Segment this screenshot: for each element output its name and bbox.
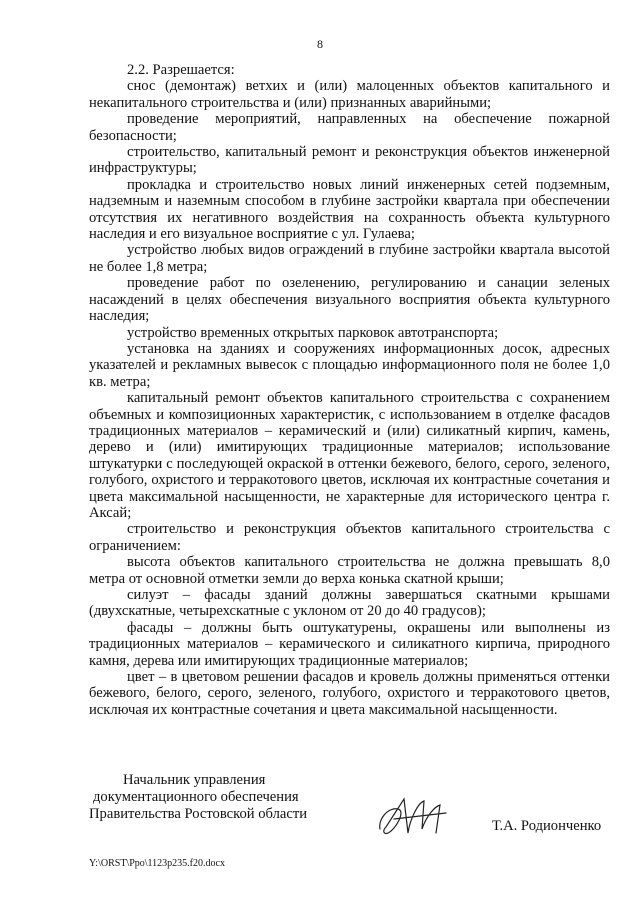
paragraph: прокладка и строительство новых линий инженерных сетей подземным, надземным и наземным способом в глубине застройки квартала при обеспечении отсутствия их негативного воздействия на сохранность объекта культурного наследия и его визуальное восприятие с ул. Гулаева; <box>89 176 610 243</box>
paragraph: снос (демонтаж) ветхих и (или) малоценных объектов капитального и некапитального строительства и (или) признанных аварийными; <box>89 78 610 111</box>
paragraph: фасады – должны быть оштукатурены, окрашены или выполнены из традиционных материалов – керамического и силикатного кирпича, природного камня, дерева или имитирующих традиционные материалов; <box>89 619 610 669</box>
document-body <box>89 62 610 718</box>
paragraph: строительство и реконструкция объектов капитального строительства с ограничением: <box>89 521 610 554</box>
paragraph: устройство любых видов ограждений в глубине застройки квартала высотой не более 1,8 метра; <box>89 242 610 275</box>
paragraph: силуэт – фасады зданий должны завершаться скатными крышами (двухскатные, четырехскатные с уклоном от 20 до 40 градусов); <box>89 587 610 620</box>
paragraph: строительство, капитальный ремонт и реконструкция объектов инженерной инфраструктуры; <box>89 144 610 177</box>
page-number: 8 <box>317 37 323 51</box>
paragraph: устройство временных открытых парковок автотранспорта; <box>127 324 499 341</box>
file-path: Y:\ORST\Ppo\1123p235.f20.docx <box>89 858 225 869</box>
signatory-name: Т.А. Родионченко <box>492 818 602 834</box>
signatory-position <box>89 772 307 823</box>
paragraph: установка на зданиях и сооружениях информационных досок, адресных указателей и рекламных вывесок с площадью информационного поля не более 1,0 кв. метра; <box>89 340 610 390</box>
paragraph: высота объектов капитального строительства не должна превышать 8,0 метра от основной отметки земли до верха конька скатной крыши; <box>89 554 610 587</box>
paragraph: проведение мероприятий, направленных на обеспечение пожарной безопасности; <box>89 111 610 144</box>
position-line: документационного обеспечения <box>93 789 299 805</box>
paragraph: цвет – в цветовом решении фасадов и кровель должны применяться оттенки бежевого, белого, серого, зеленого, голубого, охристого и терракотового цветов, исключая их контрастные сочетания и цвета максимальной насыщенности. <box>89 669 610 718</box>
paragraph: капитальный ремонт объектов капитального строительства с сохранением объемных и композиционных характеристик, с использованием в отделке фасадов традиционных материалов – керамический и (или) силикатный кирпич, камень, дерево и (или) имитирующих традиционные материалов; использование штукатурки с последующей окраской в оттенки бежевого, белого, серого, зеленого, голубого, охристого и терракотового цветов, исключая их контрастные сочетания и цвета максимальной насыщенности, не характерные для исторического центра г. Аксай; <box>89 390 610 521</box>
handwritten-signature-icon <box>374 789 452 841</box>
position-line: Правительства Ростовской области <box>89 806 308 822</box>
position-line: Начальник управления <box>123 772 266 788</box>
section-heading: 2.2. Разрешается: <box>127 62 235 78</box>
paragraph: проведение работ по озеленению, регулированию и санации зеленых насаждений в целях обеспечения визуального восприятия объекта культурного наследия; <box>89 275 610 325</box>
